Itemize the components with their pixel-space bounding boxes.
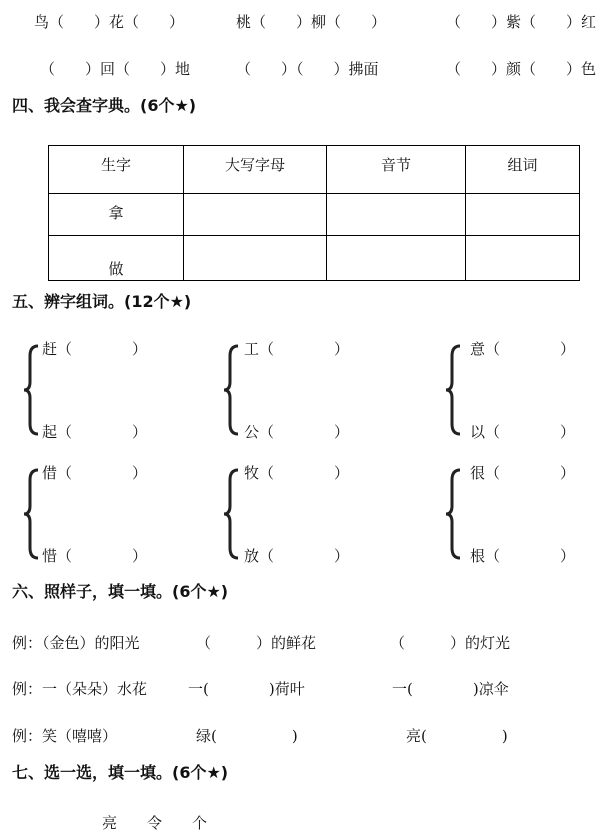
section-7-title: 七、选一选，填一填。(6个★) bbox=[12, 763, 229, 782]
table-header: 大写字母 bbox=[184, 146, 327, 194]
left-brace-icon bbox=[444, 344, 464, 436]
table-cell[interactable] bbox=[327, 236, 466, 281]
group-2-top: 工（ ） bbox=[244, 340, 350, 358]
group-3-top: 意（ ） bbox=[470, 340, 576, 358]
group-3-bottom: 以（ ） bbox=[470, 423, 576, 441]
table-cell[interactable] bbox=[184, 236, 327, 281]
group-1-bottom: 起（ ） bbox=[42, 423, 148, 441]
left-brace-icon bbox=[222, 344, 242, 436]
group-6-top: 很（ ） bbox=[470, 464, 576, 482]
left-brace-icon bbox=[22, 468, 42, 560]
fill-row-2-b: （ ）（ ）拂面 bbox=[236, 60, 379, 78]
section-6-title: 六、照样子，填一填。(6个★) bbox=[12, 582, 229, 601]
fill-blank-5: 绿( ) bbox=[196, 727, 298, 745]
fill-blank-4: 一( )凉伞 bbox=[392, 680, 509, 698]
left-brace-icon bbox=[22, 344, 42, 436]
table-header: 组词 bbox=[466, 146, 580, 194]
fill-row-1-a: 鸟（ ）花（ ） bbox=[34, 13, 185, 31]
word-choices: 亮 令 个 bbox=[102, 814, 208, 832]
table-cell[interactable] bbox=[184, 194, 327, 236]
section-4-title: 四、我会查字典。(6个★) bbox=[12, 96, 197, 115]
table-cell[interactable] bbox=[466, 194, 580, 236]
table-cell[interactable] bbox=[327, 194, 466, 236]
dictionary-table bbox=[48, 145, 580, 281]
example-line-3: 例：笑（嘻嘻） bbox=[12, 727, 118, 745]
section-5-title: 五、辨字组词。(12个★) bbox=[12, 292, 192, 311]
group-4-top: 借（ ） bbox=[42, 464, 148, 482]
table-header: 生字 bbox=[49, 146, 184, 194]
group-4-bottom: 惜（ ） bbox=[42, 547, 148, 565]
group-5-top: 牧（ ） bbox=[244, 464, 350, 482]
group-2-bottom: 公（ ） bbox=[244, 423, 350, 441]
example-line-2: 例：一（朵朵）水花 bbox=[12, 680, 148, 698]
table-cell: 拿 bbox=[49, 194, 184, 236]
group-1-top: 赶（ ） bbox=[42, 340, 148, 358]
fill-row-1-c: （ ）紫（ ）红 bbox=[446, 13, 597, 31]
group-5-bottom: 放（ ） bbox=[244, 547, 350, 565]
example-line-1: 例：（金色）的阳光 bbox=[12, 634, 140, 652]
fill-blank-6: 亮( ) bbox=[406, 727, 508, 745]
table-cell[interactable] bbox=[466, 236, 580, 281]
fill-blank-2: （ ）的灯光 bbox=[390, 634, 511, 652]
table-header: 音节 bbox=[327, 146, 466, 194]
fill-row-1-b: 桃（ ）柳（ ） bbox=[236, 13, 387, 31]
left-brace-icon bbox=[444, 468, 464, 560]
fill-blank-3: 一( )荷叶 bbox=[188, 680, 305, 698]
fill-row-2-c: （ ）颜（ ）色 bbox=[446, 60, 597, 78]
left-brace-icon bbox=[222, 468, 242, 560]
fill-row-2-a: （ ）回（ ）地 bbox=[40, 60, 191, 78]
table-cell: 做 bbox=[49, 236, 184, 281]
fill-blank-1: （ ）的鲜花 bbox=[196, 634, 317, 652]
group-6-bottom: 根（ ） bbox=[470, 547, 576, 565]
